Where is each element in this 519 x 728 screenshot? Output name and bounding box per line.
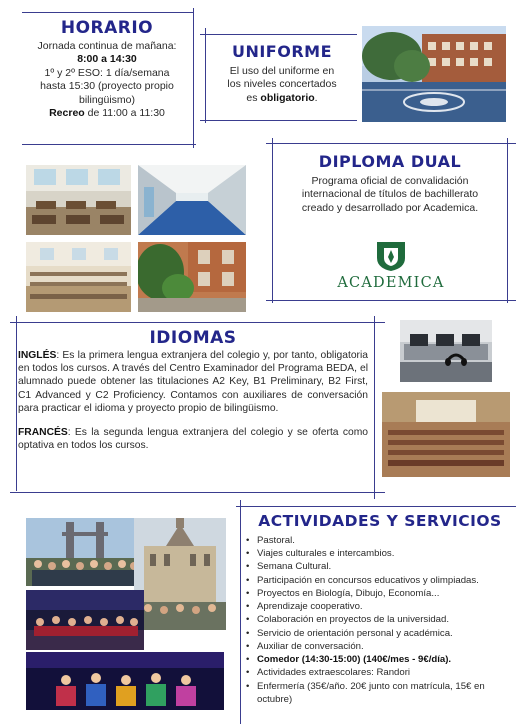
list-item: • Aprendizaje cooperativo. [246,600,514,613]
list-item: • Servicio de orientación personal y académica. [246,627,514,640]
uniforme-obligatorio: obligatorio [260,91,315,104]
actividades-border-left [240,500,241,724]
classroom-photo [26,165,131,235]
garden-photo [138,242,246,312]
theatre-photo [26,590,144,650]
horario-border-bottom [22,144,196,145]
frances-text: : Es la segunda lengua extranjera del colegio y se oferta como optativa en todos los cursos. [18,426,368,452]
actividades-list [246,534,514,706]
idiomas-border-right [374,316,375,499]
diploma-title: DIPLOMA DUAL [318,152,462,171]
uniforme-title: UNIFORME [231,42,333,61]
diploma-border-bottom [266,300,516,301]
trip-budapest-photo [134,518,226,630]
uniforme-line2: los niveles concertados [227,78,337,91]
idiomas-border-top [10,322,385,323]
academica-logo [374,240,408,272]
horario-line1: Jornada continua de mañana: [37,40,177,52]
actividades-border-top [236,506,516,507]
horario-line3: 1º y 2º ESO: 1 día/semana [44,66,170,79]
idiomas-border-bottom [10,492,385,493]
list-item: • Colaboración en proyectos de la universidad. [246,613,514,626]
ingles-label: INGLÉS [18,350,57,361]
uniforme-border-top [200,34,357,35]
frances-paragraph [18,426,368,452]
horario-border-top [22,12,194,13]
list-item-comedor [246,653,514,666]
horario-hours: 8:00 a 14:30 [77,53,137,66]
auditorium-photo [382,392,510,477]
actividades-title: ACTIVIDADES Y SERVICIOS [258,512,502,530]
diploma-line3: creado y desarrollado por Academica. [301,201,479,214]
frances-label: FRANCÉS [18,426,68,438]
ingles-text: : Es la primera lengua extranjera del colegio y, por tanto, obligatoria en todos los cursos. A través del Centro Examinador del Programa BEDA, el alumnado puede obtener las titulaciones A2 Key, B1 Preliminary, B2 First, C1 Advanced y C2 Proficiency. Contamos con auxiliares de conversación para practicar el idioma y proyecto propio de bilingüismo. [18,350,368,414]
diploma-border-right [507,138,508,303]
diploma-border-top [266,143,516,144]
horario-recreo [22,107,192,120]
diploma-line2: internacional de títulos de bachillerato [301,188,479,201]
language-lab-photo [400,320,492,382]
horario-border-right [193,8,194,148]
list-item: • Actividades extraescolares: Randori [246,666,514,679]
performance-photo [26,652,224,710]
horario-title: HORARIO [60,18,154,38]
uniforme-border-bottom [200,120,357,121]
uniforme-line3 [207,92,357,105]
courtyard-photo [362,26,506,122]
list-item: • Viajes culturales e intercambios. [246,547,514,560]
actividades-section [246,512,514,706]
uniforme-border-left [205,28,206,123]
trip-london-photo [26,518,144,586]
uniforme-line1: El uso del uniforme en [229,65,335,77]
recreo-label: Recreo [49,107,85,120]
uniforme-section [207,42,357,105]
idiomas-section [18,328,368,452]
horario-section [22,18,192,121]
horario-line4: hasta 15:30 (proyecto propio [40,80,174,93]
uniforme-line3-post: . [314,91,318,104]
list-item-enfermeria: • Enfermería (35€/año. 20€ junto con matrícula, 15€ en octubre) [246,680,514,706]
diploma-section [274,152,506,215]
list-item: • Semana Cultural. [246,560,514,573]
idiomas-border-left [16,316,17,491]
dining-hall-photo [26,242,131,312]
diploma-border-left [272,138,273,303]
list-item: • Participación en concursos educativos y olimpiadas. [246,574,514,587]
list-item: • Auxiliar de conversación. [246,640,514,653]
uniforme-line3-pre: es [246,91,261,104]
list-item: • Proyectos en Biología, Dibujo, Economía... [246,587,514,600]
idiomas-title: IDIOMAS [149,328,237,348]
ingles-paragraph [18,349,368,415]
academica-logo-text: ACADEMICA [337,275,445,291]
diploma-line1: Programa oficial de convalidación [311,175,469,187]
hallway-photo [138,165,246,235]
comedor-text: Comedor (14:30-15:00) (140€/mes - 9€/día). [257,654,452,666]
academica-shield-icon [374,240,408,272]
recreo-time: de 11:00 a 11:30 [84,107,165,120]
horario-line5: bilingüismo) [78,93,136,106]
list-item: • Pastoral. [246,534,514,547]
